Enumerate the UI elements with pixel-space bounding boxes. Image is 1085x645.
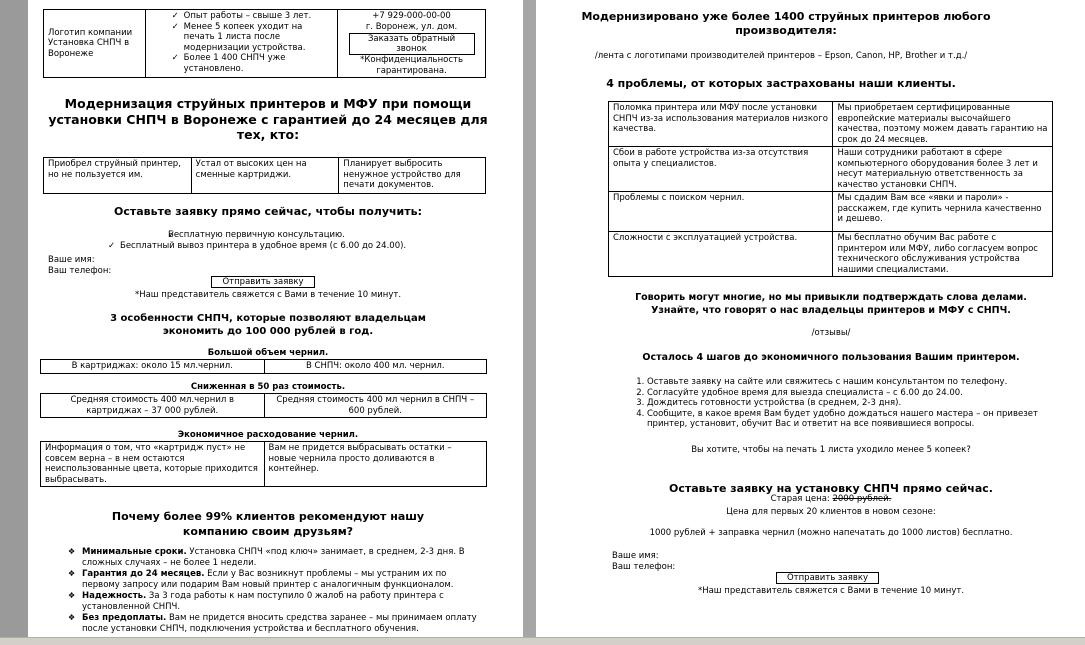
phone-label: Ваш телефон: [48,266,112,276]
old-price-line: Старая цена: 2000 рублей. [770,494,892,504]
name-label: Ваше имя: [48,255,95,265]
audience-cell: Устал от высоких цен на сменные картриджи. [191,158,339,194]
submit-button[interactable]: Отправить заявку [776,572,879,584]
why-title: Почему более 99% клиентов рекомендуют нашу компанию своим друзьям? [111,510,425,538]
document-page-left [28,0,523,637]
problem-row: Поломка принтера или МФУ после установки СНПЧ из-за использования материалов низкого качества. Мы приобретаем сертифицированные европейские материалы высочайшего качества, поэтому можем давать гарантию на срок до 24 месяцев. [609,102,1053,147]
main-title: Модернизация струйных принтеров и МФУ при помощи установки СНПЧ в Воронеже с гарантией до 24 месяцев для тех, кто: [48,96,488,142]
feature-1-left: В картриджах: около 15 мл.чернил. [41,360,265,374]
logo-placeholder: Логотип компании Установка СНПЧ в Воронеже [44,10,146,78]
privacy-note: *Конфиденциальность гарантирована. [360,55,463,76]
audience-cell: Планирует выбросить ненужное устройство для печати документов. [339,158,486,194]
header-bullets [145,10,337,78]
feature-1-table [40,359,487,374]
header-contacts [338,10,486,78]
header-bullet: ✓ Более 1 400 СНПЧ уже установлено. [172,53,333,74]
step-item: 4. Сообщите, в какое время Вам будет удобно дождаться нашего мастера – он привезет принтер, установит, обучит Вас и ответит на все появившиеся вопросы. [647,409,1051,430]
page-gutter [523,0,536,637]
offer-title: Оставьте заявку на установку СНПЧ прямо сейчас. [669,482,993,495]
feature-2-title: Сниженная в 50 раз стоимость. [190,382,346,392]
feature-1-right: В СНПЧ: около 400 мл. чернил. [264,360,486,374]
problems-table [608,101,1053,277]
steps-title: Осталось 4 шагов до экономичного пользования Вашим принтером. [642,352,1020,363]
header-table [43,9,486,78]
cta-title: Оставьте заявку прямо сейчас, чтобы получить: [114,205,422,218]
feature-2-right: Средняя стоимость 400 мл чернил в СНПЧ – 600 рублей. [264,394,487,418]
reasons-list [68,547,486,635]
question-text: Вы хотите, чтобы на печать 1 листа уходило менее 5 копеек? [691,445,971,455]
problem-row: Сбои в работе устройства из-за отсутствия опыта у специалистов. Наши сотрудники работают в сфере компьютерного оборудования более 3 лет и несут материальную ответственность за качество установки СНПЧ. [609,147,1053,192]
reviews-note: /отзывы/ [811,328,851,338]
new-price-line: Цена для первых 20 клиентов в новом сезоне: [726,507,936,517]
old-price: 2000 рублей. [832,494,892,504]
audience-cell: Приобрел струйный принтер, но не пользуется им. [44,158,192,194]
proof-title: Говорить могут многие, но мы привыкли подтверждать слова делами. Узнайте, что говорят о нас владельцы принтеров и МФУ с СНПЧ. [635,292,1027,316]
cta-bullet: ✓ Бесплатную первичную консультацию. [108,230,508,241]
problem-row: Сложности с эксплуатацией устройства. Мы бесплатно обучим Вас работе с принтером или МФУ, либо согласуем вопрос технического обслуживания устройства нашими специалистами. [609,232,1053,277]
step-item: 3. Дождитесь готовности устройства (в среднем, 2-3 дня). [647,398,1051,409]
reason-item: ❖ Надежность. За 3 года работы к нам поступило 0 жалоб на работу принтера с установленной СНПЧ. [68,591,486,612]
problems-title: 4 проблемы, от которых застрахованы наши клиенты. [606,77,956,90]
steps-list [631,377,1051,430]
feature-3-title: Экономичное расходование чернил. [177,430,359,440]
step-item: 1. Оставьте заявку на сайте или свяжитесь с нашим консультантом по телефону. [647,377,1051,388]
right-title: Модернизировано уже более 1400 струйных принтеров любого производителя: [581,10,991,37]
reason-item: ❖ Без предоплаты. Вам не придется вносить средства заранее – мы принимаем оплату после установки СНПЧ, подключения устройства и бесплатного обучения. [68,613,486,634]
name-label: Ваше имя: [612,551,659,561]
step-item: 2. Согласуйте удобное время для выезда специалиста – с 6.00 до 24.00. [647,388,1051,399]
header-bullet: ✓ Опыт работы – свыше 3 лет. [172,11,333,22]
feature-3-left: Информация о том, что «картридж пуст» не совсем верна – в нем остаются неиспользованные цвета, которые приходится выбрасывать. [41,442,265,487]
feature-2-left: Средняя стоимость 400 мл.чернил в картриджах – 37 000 рублей. [41,394,265,418]
logos-note: /лента с логотипами производителей принтеров – Epson, Canon, HP, Brother и т.д./ [594,51,968,61]
features-title: 3 особенности СНПЧ, которые позволяют владельцам экономить до 100 000 рублей в год. [110,313,426,337]
reason-item: ❖ Гарантия до 24 месяцев. Если у Вас возникнут проблемы – мы устраним их по первому запросу или подарим Вам новый принтер с аналогичным функционалом. [68,569,486,590]
callback-note: *Наш представитель свяжется с Вами в течение 10 минут. [134,290,402,300]
address: г. Воронеж, ул. дом. [365,21,458,32]
bottom-scrollbar[interactable] [0,637,1085,645]
callback-button[interactable]: Заказать обратный звонок [349,33,475,55]
callback-note: *Наш представитель свяжется с Вами в течение 10 минут. [697,586,965,596]
feature-3-table [40,441,487,487]
phone-number: +7 929-000-00-00 [372,11,451,21]
feature-3-right: Вам не придется выбрасывать остатки – новые чернила просто доливаются в контейнер. [264,442,486,487]
submit-button[interactable]: Отправить заявку [211,276,315,288]
document-page-right [536,0,1085,637]
feature-1-title: Большой объем чернил. [207,348,329,358]
header-bullet: ✓ Менее 5 копеек уходит на печать 1 листа после модернизации устройства. [172,22,333,54]
phone-label: Ваш телефон: [612,562,676,572]
audience-table [43,157,486,194]
reason-item: ❖ Минимальные сроки. Установка СНПЧ «под ключ» занимает, в среднем, 2-3 дня. В сложных случаях – не более 1 недели. [68,547,486,568]
problem-row: Проблемы с поиском чернил. Мы сдадим Вам все «явки и пароли» - расскажем, где купить чернила качественно и дешево. [609,192,1053,232]
feature-2-table [40,393,487,418]
new-price: 1000 рублей + заправка чернил (можно напечатать до 1000 листов) бесплатно. [649,528,1013,538]
cta-bullet: ✓ Бесплатный вывоз принтера в удобное время (с 6.00 до 24.00). [108,241,508,252]
